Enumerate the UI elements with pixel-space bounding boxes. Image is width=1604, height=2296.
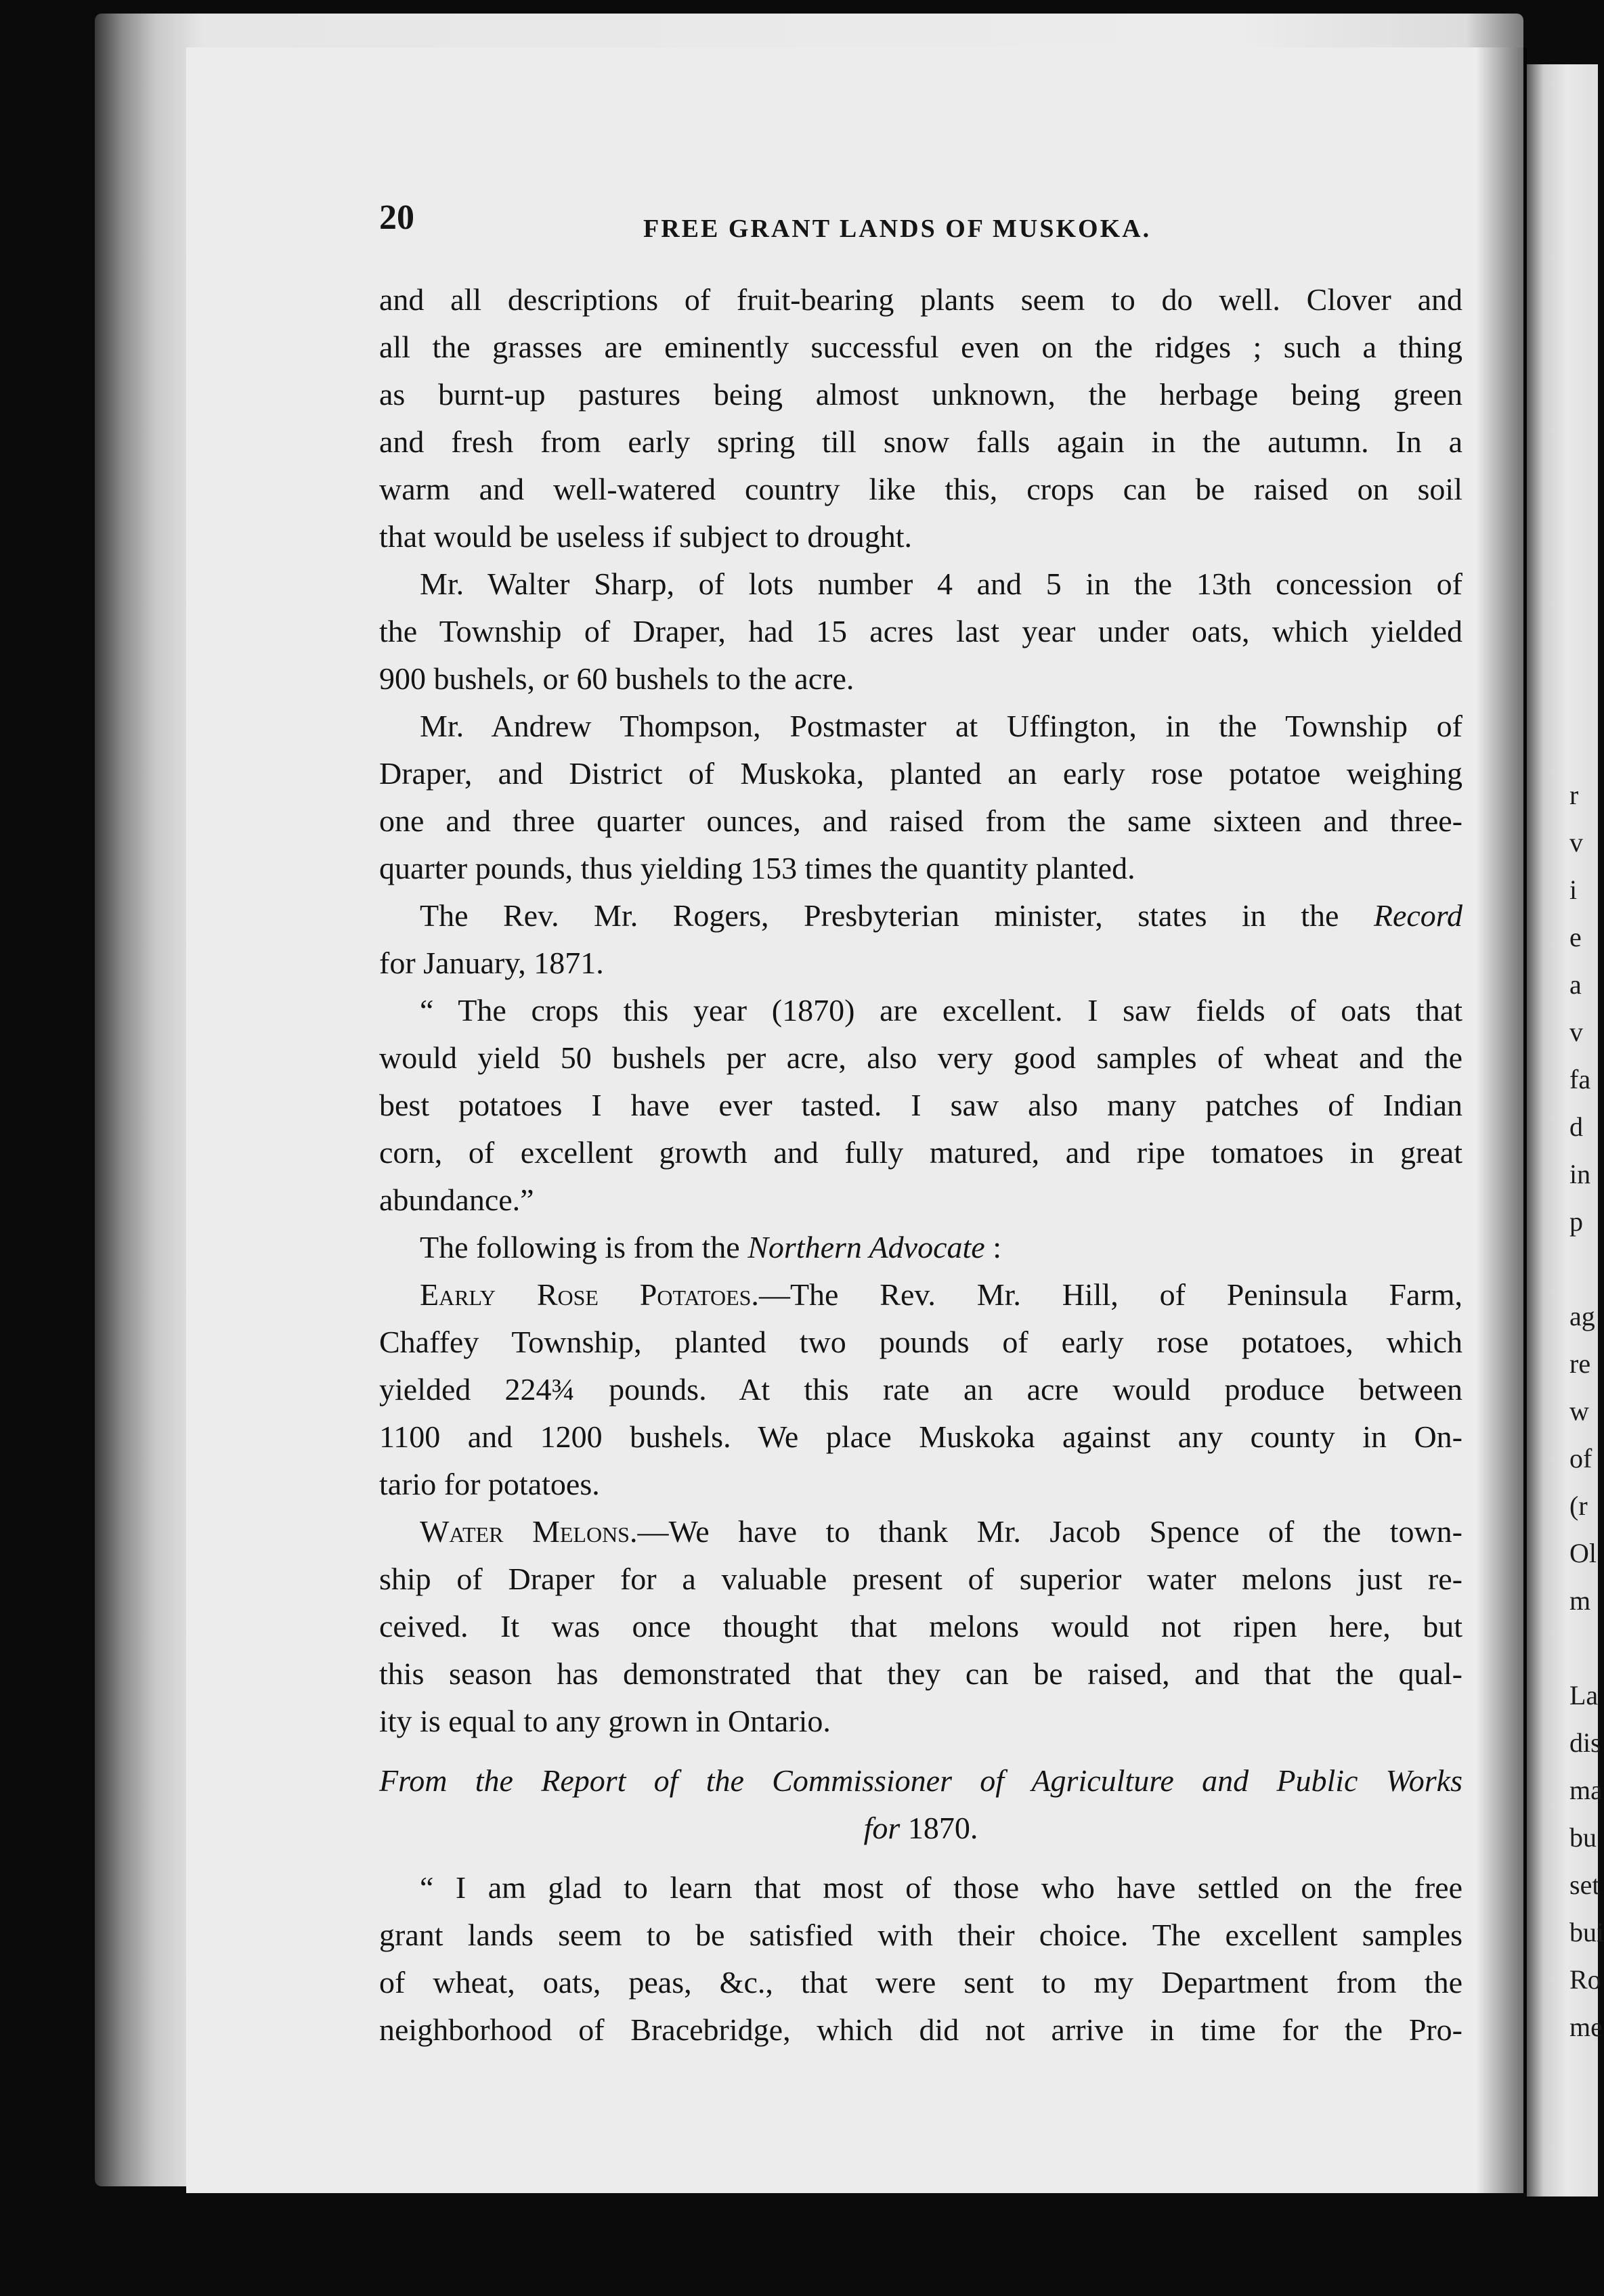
text-line: and fresh from early spring till snow falls again in the autumn. In a	[379, 424, 1462, 459]
facing-fragment: bui	[1569, 1917, 1604, 1947]
text-line: that would be useless if subject to drought.	[379, 519, 912, 554]
text-line: 900 bushels, or 60 bushels to the acre.	[379, 661, 854, 696]
facing-fragment: set	[1569, 1870, 1600, 1900]
text-line: best potatoes I have ever tasted. I saw also many patches of Indian	[379, 1088, 1462, 1122]
early-rose-heading: Early Rose Potatoes.	[420, 1277, 759, 1312]
text-line: grant lands seem to be satisfied with their choice. The excellent samples	[379, 1918, 1462, 1952]
facing-fragment: Ro	[1569, 1964, 1601, 1995]
water-melons-heading: Water Melons.	[420, 1514, 638, 1549]
facing-fragment	[1569, 1245, 1598, 1293]
text-line: 1100 and 1200 bushels. We place Muskoka against any county in On-	[379, 1419, 1462, 1454]
text-line: would yield 50 bushels per acre, also very good samples of wheat and the	[379, 1040, 1462, 1075]
text-line: the Township of Draper, had 15 acres last year under oats, which yielded	[379, 614, 1462, 648]
facing-fragment: dis	[1569, 1727, 1601, 1758]
facing-fragment: w	[1569, 1396, 1589, 1426]
text-line: ship of Draper for a valuable present of superior water melons just re-	[379, 1562, 1462, 1596]
text-line	[379, 892, 1462, 940]
text-line: ceived. It was once thought that melons would not ripen here, but	[379, 1609, 1462, 1643]
spacer	[379, 1745, 1462, 1757]
facing-fragment: re	[1569, 1348, 1591, 1379]
text-line: corn, of excellent growth and fully matured, and ripe tomatoes in great	[379, 1135, 1462, 1170]
facing-fragment: Ol	[1569, 1538, 1597, 1568]
text-line: warm and well-watered country like this, crops can be raised on soil	[379, 472, 1462, 506]
advocate-source: Northern Advocate	[747, 1230, 985, 1264]
advocate-intro: The following is from the	[420, 1230, 748, 1264]
gutter-shadow	[1476, 47, 1527, 2193]
text-line	[379, 1508, 1462, 1555]
page-number: 20	[379, 198, 414, 237]
facing-fragment: v	[1569, 1017, 1583, 1047]
spacer	[379, 1852, 1462, 1864]
text-line: all the grasses are eminently successful even on the ridges ; such a thing	[379, 330, 1462, 364]
text-line: as burnt-up pastures being almost unknown, the herbage being green	[379, 377, 1462, 412]
facing-fragment: bu	[1569, 1822, 1597, 1853]
facing-page-fragments	[1569, 772, 1604, 2051]
water-melons-rest: —We have to thank Mr. Jacob Spence of the town-	[637, 1514, 1462, 1549]
facing-fragment: fa	[1569, 1064, 1591, 1095]
report-heading-line	[379, 1805, 1462, 1852]
text-line: neighborhood of Bracebridge, which did not arrive in time for the Pro-	[379, 2012, 1462, 2047]
rogers-intro: The Rev. Mr. Rogers, Presbyterian minister, states in the	[420, 898, 1374, 933]
text-line: “ I am glad to learn that most of those who have settled on the free	[420, 1870, 1462, 1905]
facing-fragment: m	[1569, 1585, 1591, 1616]
text-line: tario for potatoes.	[379, 1467, 600, 1501]
text-line: abundance.”	[379, 1183, 534, 1217]
text-line: ity is equal to any grown in Ontario.	[379, 1704, 831, 1738]
facing-fragment: a	[1569, 969, 1582, 1000]
text-line: Draper, and District of Muskoka, planted an early rose potatoe weighing	[379, 756, 1462, 791]
text-line: “ The crops this year (1870) are excellent. I saw fields of oats that	[420, 993, 1462, 1028]
facing-fragment: r	[1569, 780, 1579, 810]
body-text	[379, 276, 1462, 2054]
text-line: one and three quarter ounces, and raised from the same sixteen and three-	[379, 803, 1462, 838]
facing-fragment: me	[1569, 2012, 1603, 2042]
text-line	[379, 1224, 1462, 1271]
text-line: Mr. Walter Sharp, of lots number 4 and 5 in the 13th concession of	[420, 567, 1462, 601]
facing-fragment	[1569, 1625, 1598, 1672]
facing-fragment: e	[1569, 922, 1582, 952]
report-heading-line: From the Report of the Commissioner of Agriculture and Public Works	[379, 1763, 1462, 1798]
text-line: and all descriptions of fruit-bearing plants seem to do well. Clover and	[379, 282, 1462, 317]
facing-fragment: v	[1569, 827, 1583, 858]
facing-fragment: ag	[1569, 1301, 1595, 1331]
facing-fragment: of	[1569, 1443, 1592, 1474]
facing-fragment: i	[1569, 875, 1578, 905]
running-head: FREE GRANT LANDS OF MUSKOKA.	[643, 215, 1152, 243]
text-line: Chaffey Township, planted two pounds of early rose potatoes, which	[379, 1325, 1462, 1359]
facing-fragment: (r	[1569, 1491, 1588, 1521]
text-line: quarter pounds, thus yielding 153 times the quantity planted.	[379, 851, 1135, 885]
text-line	[379, 1271, 1462, 1319]
record-title: Record	[1373, 898, 1462, 933]
facing-fragment: p	[1569, 1206, 1583, 1237]
facing-fragment: in	[1569, 1159, 1591, 1189]
facing-fragment: La	[1569, 1680, 1599, 1710]
text-line: this season has demonstrated that they can be raised, and that the qual-	[379, 1656, 1462, 1691]
text-line: yielded 224¾ pounds. At this rate an acre would produce between	[379, 1372, 1462, 1407]
early-rose-rest: —The Rev. Mr. Hill, of Peninsula Farm,	[758, 1277, 1462, 1312]
text-line: of wheat, oats, peas, &c., that were sent to my Department from the	[379, 1965, 1462, 2000]
text-line: for January, 1871.	[379, 946, 604, 980]
report-heading-year: 1870.	[900, 1811, 978, 1845]
advocate-colon: :	[984, 1230, 1001, 1264]
facing-fragment: d	[1569, 1111, 1583, 1142]
report-heading-for: for	[863, 1811, 901, 1845]
facing-fragment: ma	[1569, 1775, 1603, 1805]
text-line: Mr. Andrew Thompson, Postmaster at Uffington, in the Township of	[420, 709, 1462, 743]
